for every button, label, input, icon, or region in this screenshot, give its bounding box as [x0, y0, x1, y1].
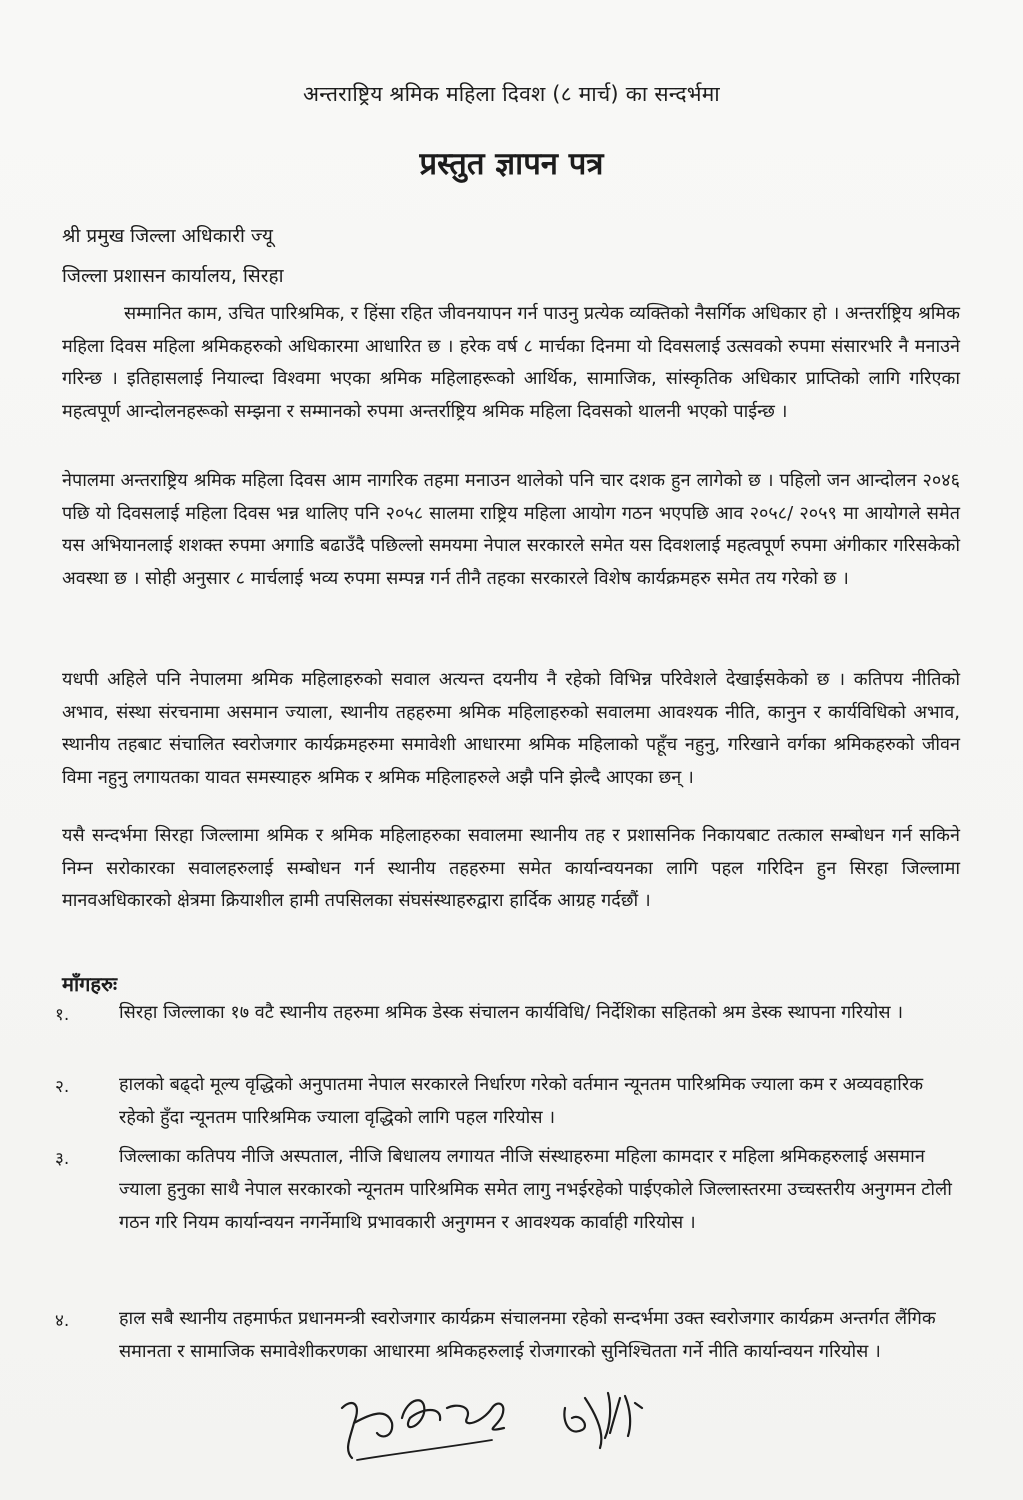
subject-line: अन्तराष्ट्रिय श्रमिक महिला दिवश (८ मार्च) का सन्दर्भमा: [303, 82, 720, 106]
demand-text: हालको बढ्दो मूल्य वृद्धिको अनुपातमा नेपाल सरकारले निर्धारण गरेको वर्तमान न्यूनतम पारिश्रमिक ज्याला कम र अव्यवहारिक रहेको हुँदा न्यूनतम पारिश्रमिक ज्याला वृद्धिको लागि पहल गरियोस ।: [119, 1074, 924, 1128]
signature-2: [550, 1378, 660, 1458]
demand-number: २.: [55, 1077, 70, 1097]
body-paragraph-3: यधपी अहिले पनि नेपालमा श्रमिक महिलाहरुको सवाल अत्यन्त दयनीय नै रहेको विभिन्न परिवेशले देखाईसकेको छ । कतिपय नीतिको अभाव, संस्था संरचनामा असमान ज्याला, स्थानीय तहहरुमा श्रमिक महिलाहरुको सवालमा आवश्यक नीति, कानुन र कार्यविधिको अभाव, स्थानीय तहबाट संचालित स्वरोजगार कार्यक्रमहरुमा समावेशी आधारमा श्रमिक महिलाको पहूँच नहुनु, गरिखाने वर्गका श्रमिकहरुको जीवन विमा नहुनु लगायतका यावत समस्याहरु श्रमिक र श्रमिक महिलाहरुले अझै पनि झेल्दै आएका छन् ।: [62, 669, 960, 788]
signature-1: [332, 1378, 532, 1468]
demand-text: सिरहा जिल्लाका १७ वटै स्थानीय तहरुमा श्रमिक डेस्क संचालन कार्यविधि/ निर्देशिका सहितको श्रम डेस्क स्थापना गरियोस ।: [119, 1002, 904, 1023]
demand-number: ४.: [55, 1311, 70, 1331]
demand-text: हाल सबै स्थानीय तहमार्फत प्रधानमन्त्री स्वरोजगार कार्यक्रम संचालनमा रहेको सन्दर्भमा उक्त स्वरोजगार कार्यक्रम अन्तर्गत लैंगिक समानता र सामाजिक समावेशीकरणका आधारमा श्रमिकहरुलाई रोजगारको सुनिश्चितता गर्ने नीति कार्यान्वयन गरियोस ।: [119, 1308, 936, 1362]
body-paragraph-4: यसै सन्दर्भमा सिरहा जिल्लामा श्रमिक र श्रमिक महिलाहरुका सवालमा स्थानीय तह र प्रशासनिक निकायबाट तत्काल सम्बोधन गर्न सकिने निम्न सरोकारका सवालहरुलाई सम्बोधन गर्न स्थानीय तहहरुमा समेत कार्यान्वयनका लागि पहल गरिदिन हुन सिरहा जिल्लामा मानवअधिकारको क्षेत्रमा क्रियाशील हामी तपसिलका संघसंस्थाहरुद्वारा हार्दिक आग्रह गर्दछौं ।: [62, 825, 960, 911]
demand-number: ३.: [55, 1149, 70, 1169]
demand-number: १.: [55, 1005, 70, 1025]
demands-heading: माँगहरुः: [62, 972, 118, 996]
body-paragraph-1: सम्मानित काम, उचित पारिश्रमिक, र हिंसा रहित जीवनयापन गर्न पाउनु प्रत्येक व्यक्तिको नैसर्गिक अधिकार हो । अन्तर्राष्ट्रिय श्रमिक महिला दिवस महिला श्रमिकहरुको अधिकारमा आधारित छ । हरेक वर्ष ८ मार्चका दिनमा यो दिवसलाई उत्सवको रुपमा संसारभरि नै मनाउने गरिन्छ । इतिहासलाई नियाल्दा विश्वमा भएका श्रमिक महिलाहरूको आर्थिक, सामाजिक, सांस्कृतिक अधिकार प्राप्तिको लागि गरिएका महत्वपूर्ण आन्दोलनहरूको सम्झना र सम्मानको रुपमा अन्तर्राष्ट्रिय श्रमिक महिला दिवसको थालनी भएको पाईन्छ ।: [62, 303, 960, 422]
addressee-line-1: श्री प्रमुख जिल्ला अधिकारी ज्यू: [62, 225, 273, 247]
body-paragraph-2: नेपालमा अन्तराष्ट्रिय श्रमिक महिला दिवस आम नागरिक तहमा मनाउन थालेको पनि चार दशक हुन लागेको छ । पहिलो जन आन्दोलन २०४६ पछि यो दिवसलाई महिला दिवस भन्न थालिए पनि २०५८ सालमा राष्ट्रिय महिला आयोग गठन भएपछि आव २०५८/ २०५९ मा आयोगले समेत यस अभियानलाई शशक्त रुपमा अगाडि बढाउँदै पछिल्लो समयमा नेपाल सरकारले समेत यस दिवशलाई महत्वपूर्ण रुपमा अंगीकार गरिसकेको अवस्था छ । सोही अनुसार ८ मार्चलाई भव्य रुपमा सम्पन्न गर्न तीनै तहका सरकारले विशेष कार्यक्रमहरु समेत तय गरेको छ ।: [62, 470, 960, 589]
document-title: प्रस्तुत ज्ञापन पत्र: [419, 146, 604, 182]
addressee-line-2: जिल्ला प्रशासन कार्यालय, सिरहा: [62, 265, 284, 287]
demand-text: जिल्लाका कतिपय नीजि अस्पताल, नीजि बिधालय लगायत नीजि संस्थाहरुमा महिला कामदार र महिला श्रमिकहरुलाई असमान ज्याला हुनुका साथै नेपाल सरकारको न्यूनतम पारिश्रमिक समेत लागु नभईरहेको पाईएकोले जिल्लास्तरमा उच्चस्तरीय अनुगमन टोली गठन गरि नियम कार्यान्वयन नगर्नेमाथि प्रभावकारी अनुगमन र आवश्यक कार्वाही गरियोस ।: [119, 1146, 952, 1233]
